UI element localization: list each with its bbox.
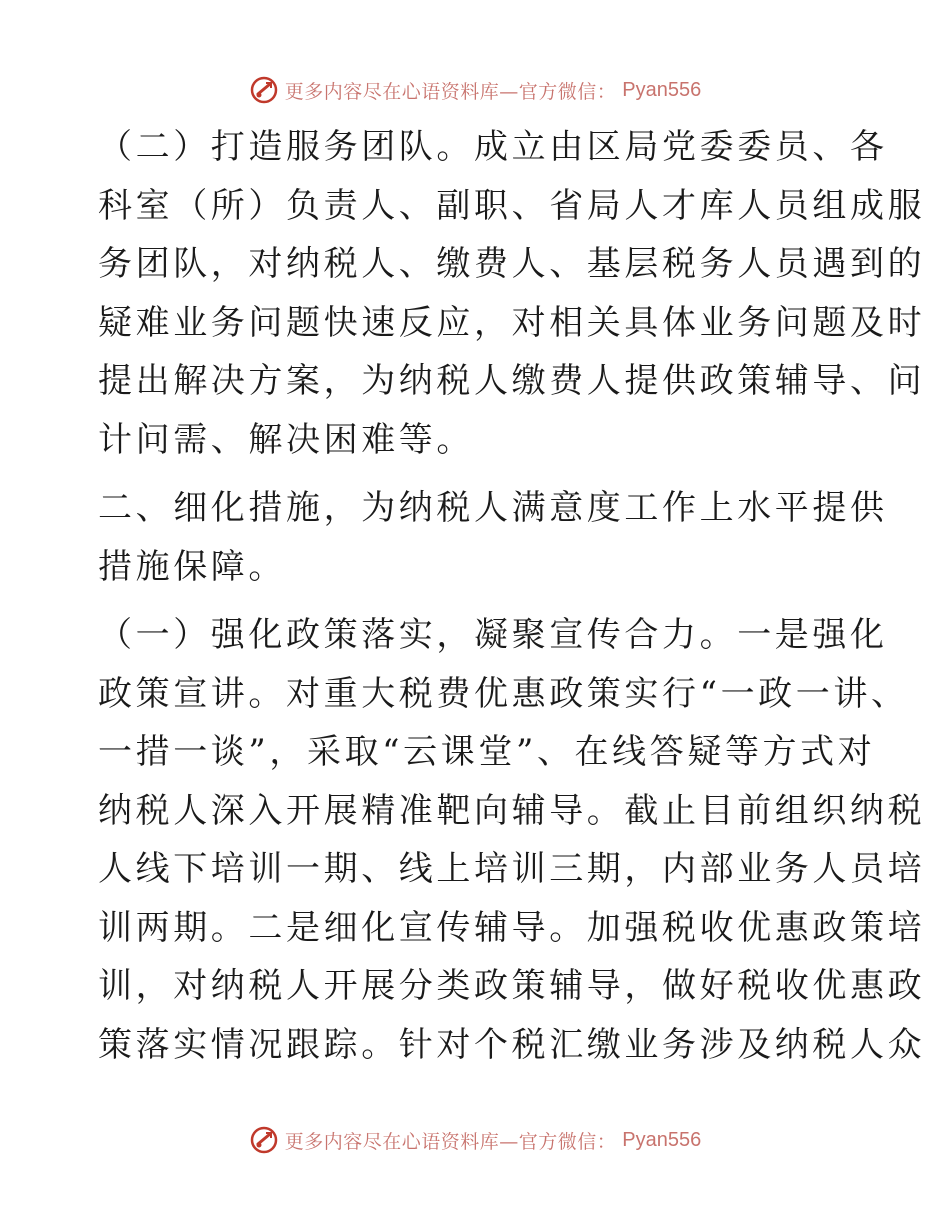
logo-icon bbox=[249, 75, 279, 105]
text-line: 一措一谈”，采取“云课堂”、在线答疑等方式对 bbox=[98, 732, 876, 772]
logo-icon bbox=[249, 1125, 279, 1155]
text-line: 政策宣讲。对重大税费优惠政策实行“一政一讲、 bbox=[98, 673, 909, 714]
text-line: 人线下培训一期、线上培训三期，内部业务人员培 bbox=[98, 849, 926, 889]
text-line: 提出解决方案，为纳税人缴费人提供政策辅导、问 bbox=[98, 361, 926, 401]
text-line: 科室（所）负责人、副职、省局人才库人员组成服 bbox=[98, 185, 926, 226]
watermark-header bbox=[0, 72, 950, 108]
text-line: 策落实情况跟踪。针对个税汇缴业务涉及纳税人众 bbox=[98, 1024, 926, 1065]
watermark-handle: Pyan556 bbox=[622, 78, 702, 101]
paragraph-service-team bbox=[98, 118, 926, 469]
watermark-footer bbox=[0, 1122, 950, 1158]
watermark-text: 更多内容尽在心语资料库—官方微信： bbox=[284, 80, 617, 103]
text-line: 疑难业务问题快速反应，对相关具体业务问题及时 bbox=[98, 302, 926, 343]
text-line: 措施保障。 bbox=[98, 546, 286, 587]
heading-section-two bbox=[98, 479, 888, 596]
text-line: 二、细化措施，为纳税人满意度工作上水平提供 bbox=[98, 488, 888, 528]
watermark-text: 更多内容尽在心语资料库—官方微信： bbox=[284, 1130, 617, 1153]
text-line: （一）强化政策落实，凝聚宣传合力。一是强化 bbox=[98, 615, 888, 655]
text-line: 计问需、解决困难等。 bbox=[98, 419, 474, 460]
text-line: （二）打造服务团队。成立由区局党委委员、各 bbox=[98, 127, 888, 167]
text-line: 纳税人深入开展精准靶向辅导。截止目前组织纳税 bbox=[98, 790, 926, 831]
document-body bbox=[98, 118, 926, 1074]
text-line: 务团队，对纳税人、缴费人、基层税务人员遇到的 bbox=[98, 244, 926, 284]
text-line: 训两期。二是细化宣传辅导。加强税收优惠政策培 bbox=[98, 907, 926, 948]
watermark-handle: Pyan556 bbox=[622, 1128, 702, 1151]
text-line: 训，对纳税人开展分类政策辅导，做好税收优惠政 bbox=[98, 966, 926, 1006]
paragraph-policy-implementation bbox=[98, 606, 926, 1074]
